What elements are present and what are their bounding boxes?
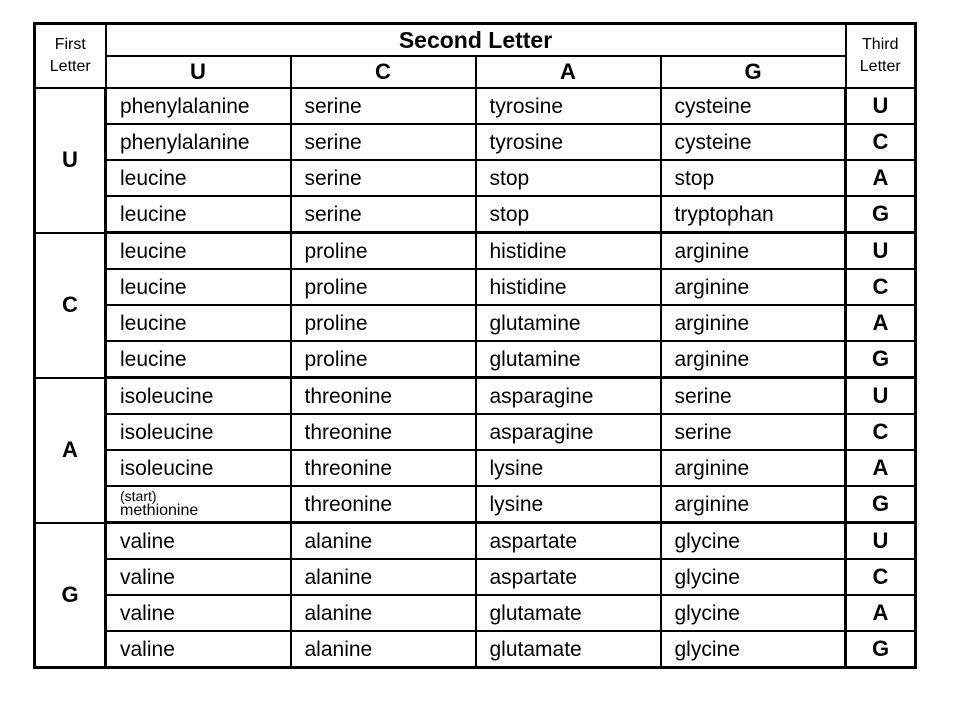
amino-acid-cell: asparagine <box>476 378 661 415</box>
amino-acid-cell: glutamate <box>476 595 661 631</box>
amino-acid-cell: alanine <box>291 559 476 595</box>
third-letter-g: G <box>846 486 916 523</box>
amino-acid-cell: isoleucine <box>106 414 291 450</box>
amino-acid-cell: leucine <box>106 341 291 378</box>
amino-acid-cell: leucine <box>106 305 291 341</box>
codon-row <box>35 341 916 378</box>
third-letter-g: G <box>846 341 916 378</box>
amino-acid-cell: phenylalanine <box>106 124 291 160</box>
amino-acid-cell: isoleucine <box>106 450 291 486</box>
codon-row <box>35 269 916 305</box>
amino-acid-cell: proline <box>291 305 476 341</box>
amino-acid-cell: serine <box>661 378 846 415</box>
third-letter-u: U <box>846 523 916 560</box>
amino-acid-cell: tyrosine <box>476 88 661 124</box>
amino-acid-cell: stop <box>476 196 661 233</box>
third-letter-a: A <box>846 305 916 341</box>
amino-acid-cell: valine <box>106 523 291 560</box>
amino-acid-cell: histidine <box>476 269 661 305</box>
header-row <box>35 24 916 57</box>
amino-acid-cell: alanine <box>291 523 476 560</box>
codon-row <box>35 88 916 124</box>
codon-table-body <box>35 24 916 668</box>
first-letter-header: First Letter <box>35 24 106 89</box>
amino-acid-cell: serine <box>291 88 476 124</box>
amino-acid-cell: proline <box>291 269 476 305</box>
codon-row <box>35 631 916 668</box>
amino-acid-cell: leucine <box>106 160 291 196</box>
amino-acid-cell: arginine <box>661 486 846 523</box>
third-letter-u: U <box>846 88 916 124</box>
amino-acid-cell: lysine <box>476 450 661 486</box>
third-letter-a: A <box>846 450 916 486</box>
amino-acid-cell: valine <box>106 631 291 668</box>
amino-acid-cell: aspartate <box>476 523 661 560</box>
first-letter-u: U <box>35 88 106 233</box>
amino-acid-cell: serine <box>661 414 846 450</box>
third-letter-a: A <box>846 160 916 196</box>
amino-acid-cell: tyrosine <box>476 124 661 160</box>
amino-acid-cell: glutamine <box>476 341 661 378</box>
amino-acid-cell: proline <box>291 233 476 270</box>
amino-acid-cell: valine <box>106 595 291 631</box>
amino-acid-cell: histidine <box>476 233 661 270</box>
codon-row <box>35 486 916 523</box>
third-letter-u: U <box>846 378 916 415</box>
second-letter-u: U <box>106 56 291 88</box>
amino-acid-name: methionine <box>120 502 199 519</box>
amino-acid-cell: glutamate <box>476 631 661 668</box>
amino-acid-cell: stop <box>476 160 661 196</box>
amino-acid-cell: threonine <box>291 414 476 450</box>
amino-acid-cell: lysine <box>476 486 661 523</box>
third-letter-u: U <box>846 233 916 270</box>
amino-acid-cell: isoleucine <box>106 378 291 415</box>
second-letter-a: A <box>476 56 661 88</box>
amino-acid-cell: serine <box>291 124 476 160</box>
codon-row <box>35 595 916 631</box>
amino-acid-cell: serine <box>291 196 476 233</box>
codon-row <box>35 124 916 160</box>
second-letter-header: Second Letter <box>106 24 846 57</box>
codon-row <box>35 414 916 450</box>
amino-acid-cell: threonine <box>291 450 476 486</box>
codon-row <box>35 160 916 196</box>
amino-acid-cell: leucine <box>106 233 291 270</box>
amino-acid-cell: alanine <box>291 631 476 668</box>
amino-acid-cell: cysteine <box>661 124 846 160</box>
amino-acid-cell: alanine <box>291 595 476 631</box>
third-letter-c: C <box>846 269 916 305</box>
amino-acid-cell: asparagine <box>476 414 661 450</box>
third-letter-g: G <box>846 196 916 233</box>
start-note: (start) <box>120 488 157 504</box>
amino-acid-cell: serine <box>291 160 476 196</box>
codon-row <box>35 523 916 560</box>
amino-acid-cell: valine <box>106 559 291 595</box>
third-letter-c: C <box>846 414 916 450</box>
second-letter-c: C <box>291 56 476 88</box>
amino-acid-cell: tryptophan <box>661 196 846 233</box>
codon-table <box>33 22 917 669</box>
amino-acid-cell-start <box>106 486 291 523</box>
amino-acid-cell: phenylalanine <box>106 88 291 124</box>
amino-acid-cell: aspartate <box>476 559 661 595</box>
third-letter-c: C <box>846 124 916 160</box>
amino-acid-cell: glycine <box>661 559 846 595</box>
amino-acid-cell: arginine <box>661 305 846 341</box>
amino-acid-cell: arginine <box>661 341 846 378</box>
second-letter-row <box>35 56 916 88</box>
amino-acid-cell: threonine <box>291 378 476 415</box>
amino-acid-cell: stop <box>661 160 846 196</box>
amino-acid-cell: glycine <box>661 595 846 631</box>
amino-acid-cell: glycine <box>661 523 846 560</box>
codon-row <box>35 450 916 486</box>
first-letter-a: A <box>35 378 106 523</box>
amino-acid-cell: proline <box>291 341 476 378</box>
codon-row <box>35 378 916 415</box>
third-letter-header: Third Letter <box>846 24 916 89</box>
amino-acid-cell: glycine <box>661 631 846 668</box>
codon-row <box>35 559 916 595</box>
amino-acid-cell: leucine <box>106 269 291 305</box>
third-letter-g: G <box>846 631 916 668</box>
second-letter-g: G <box>661 56 846 88</box>
codon-row <box>35 233 916 270</box>
amino-acid-cell: arginine <box>661 233 846 270</box>
third-letter-c: C <box>846 559 916 595</box>
codon-row <box>35 196 916 233</box>
amino-acid-cell: glutamine <box>476 305 661 341</box>
amino-acid-cell: arginine <box>661 269 846 305</box>
third-letter-a: A <box>846 595 916 631</box>
first-letter-c: C <box>35 233 106 378</box>
amino-acid-cell: cysteine <box>661 88 846 124</box>
first-letter-g: G <box>35 523 106 668</box>
amino-acid-cell: leucine <box>106 196 291 233</box>
amino-acid-cell: threonine <box>291 486 476 523</box>
codon-row <box>35 305 916 341</box>
amino-acid-cell: arginine <box>661 450 846 486</box>
